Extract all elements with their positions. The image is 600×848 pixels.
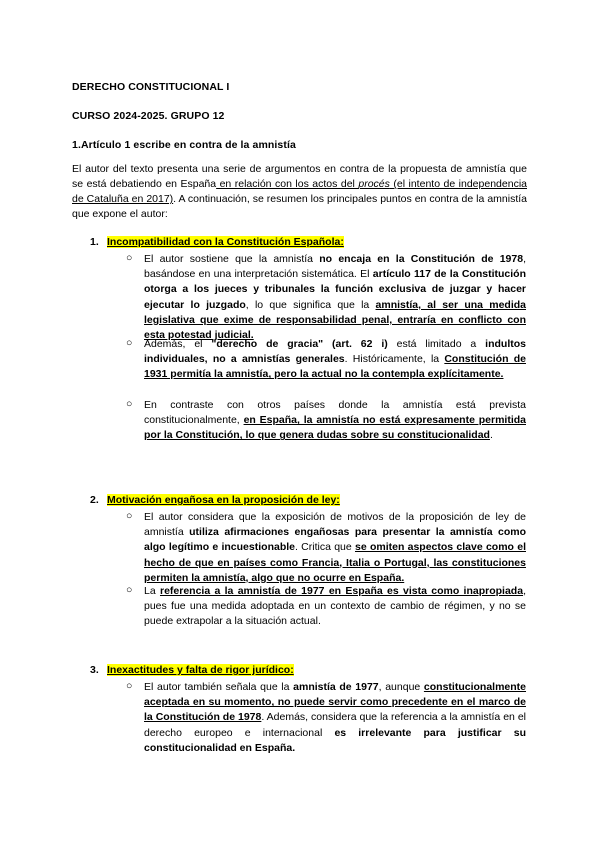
s3-i1-e: . Además, considera que la referencia a la amnistía en el derecho europeo e internacional <box>144 711 527 739</box>
s1-i1-e: , lo que significa que la <box>245 298 376 311</box>
section-3-title: Inexactitudes y falta de rigor jurídico: <box>107 664 294 676</box>
course-year: CURSO 2024-2025. GRUPO 12 <box>72 110 225 122</box>
s2-i1-b: utiliza afirmaciones engañosas para presentar la amnistía como algo legítimo e incuestionable <box>144 526 526 554</box>
s2-i2-b: referencia a la amnistía de 1977 en España es vista como inapropiada <box>159 585 524 597</box>
s1-i2-c: está limitado a <box>387 338 486 350</box>
s2-i1-d: se omiten aspectos clave como el hecho de que en países como Francia, Italia o Portugal, las constituciones permiten la amnistía, algo que no ocurre en España. <box>144 541 526 584</box>
s1-i1-a: El autor sostiene que la amnistía <box>144 253 320 265</box>
section-2-title: Motivación engañosa en la proposición de ley: <box>107 494 340 506</box>
intro-proces-italic: procés <box>358 178 390 190</box>
s2-i2-a: La <box>144 585 160 597</box>
s1-i1-b: no encaja en la Constitución de 1978 <box>319 253 524 265</box>
section-1-title: Incompatibilidad con la Constitución Española: <box>107 236 344 248</box>
s3-i1-b: amnistía de 1977 <box>293 681 379 693</box>
s2-i1-a: El autor considera que la exposición de motivos de la proposición de ley de amnistía <box>144 511 526 539</box>
course-title: DERECHO CONSTITUCIONAL I <box>72 81 230 93</box>
s1-i1-c: , basándose en una interpretación sistemática. El <box>144 253 526 281</box>
section-1-heading <box>90 236 344 248</box>
section-1-number: 1. <box>90 236 99 248</box>
section-1-item-1 <box>144 252 526 343</box>
section-2-number: 2. <box>90 494 99 506</box>
intro-paragraph <box>72 162 527 222</box>
s1-i3-c: . <box>489 429 493 442</box>
intro-underline-1a: en relación con los actos del <box>216 178 359 190</box>
section-2-heading <box>90 494 340 506</box>
document-page: DERECHO CONSTITUCIONAL I CURSO 2024-2025. GRUPO 12 1.Artículo 1 escribe en contra de la amnistía El autor del texto presenta una serie de argumentos en contra de la propuesta de amnistía que se está debatiendo en España en relación con los actos del procés (el intento de independencia de Cataluña en 2017). A continuación, se resumen los principales puntos en contra de la amnistía que expone el autor: 1. Incompatibilidad con la Constitución Española: ○ El autor sostiene que la amnistía no encaja en la Constitución de 1978, basándose en una interpretación sistemática. El artículo 117 de la Constitución otorga a los jueces y tribunales la función exclusiva de juzgar y hacer ejecutar lo juzgado, lo que significa que la amnistía, al ser una medida legislativa que exime de responsabilidad penal, entraría en conflicto con esta potestad judicial. ○ Además, el "derecho de gracia" (art. 62 i) está limitado a indultos individuales, no a amnistías generales. Históricamente, la Constitución de 1931 permitía la amnistía, pero la actual no la contempla explícitamente. ○ En contraste con otros países donde la amnistía está prevista constitucionalmente, en España, la amnistía no está expresamente permitida por la Constitución, lo que genera dudas sobre su constitucionalidad. 2. Motivación engañosa en la proposición de ley: ○ El autor considera que la exposición de motivos de la proposición de ley de amnistía utiliza afirmaciones engañosas para presentar la amnistía como algo legítimo e incuestionable. Critica que se omiten aspectos clave como el hecho de que en países como Francia, Italia o Portugal, las constituciones permiten la amnistía, algo que no ocurre en España. ○ La referencia a la amnistía de 1977 en España es vista como inapropiada, pues fue una medida adoptada en un contexto de cambio de régimen, y no se puede extrapolar a la situación actual. 3. Inexactitudes y falta de rigor jurídico: ○ El autor también señala que la amnistía de 1977, aunque constitucionalmente aceptada en su momento, no puede servir como precedente en el marco de la Constitución de 1978. Además, considera que la referencia a la amnistía en el derecho europeo e internacional es irrelevante para justificar su constitucionalidad en España. <box>0 0 600 848</box>
s1-i2-d: indultos individuales, no a amnistías generales <box>144 338 526 366</box>
s1-i1-d: artículo 117 de la Constitución otorga a los jueces y tribunales la función exclusiva de juzgar y hacer ejecutar lo juzgado <box>144 268 526 311</box>
section-2-item-1 <box>144 510 526 586</box>
s1-i2-a: Además, el <box>144 338 212 350</box>
section-2-item-2 <box>144 584 526 630</box>
s1-i3-b: en España, la amnistía no está expresamente permitida por la Constitución, lo que genera dudas sobre su constitucionalidad <box>144 414 526 442</box>
s1-i2-b: "derecho de gracia" (art. 62 i) <box>211 338 388 350</box>
section-1-item-3 <box>144 398 526 444</box>
section-1-item-2 <box>144 337 526 383</box>
article-title: 1.Artículo 1 escribe en contra de la amnistía <box>72 139 296 151</box>
s2-i2-c: , pues fue una medida adoptada en un contexto de cambio de régimen, y no se puede extrapolar a la situación actual. <box>144 585 526 628</box>
s1-i2-e: . Históricamente, la <box>344 353 445 366</box>
s3-i1-d: constitucionalmente aceptada en su momento, no puede servir como precedente en el marco de la Constitución de 1978 <box>144 681 527 724</box>
s3-i1-c: , aunque <box>378 681 424 693</box>
s1-i3-a: En contraste con otros países donde la amnistía está prevista constitucionalmente, <box>144 399 526 427</box>
s3-i1-f: es irrelevante para justificar su constitucionalidad en España. <box>144 726 526 754</box>
intro-text-2: . A continuación, se resumen los principales puntos en contra de la amnistía que expone el autor: <box>72 193 527 220</box>
s1-i2-f: Constitución de 1931 permitía la amnistía, pero la actual no la contempla explícitamente. <box>144 353 526 381</box>
s3-i1-a: El autor también señala que la <box>144 681 294 693</box>
section-3-item-1 <box>144 680 526 756</box>
s1-i1-f: amnistía, al ser una medida legislativa que exime de responsabilidad penal, entraría en conflicto con esta potestad judicial. <box>144 298 527 342</box>
section-3-heading <box>90 664 294 676</box>
intro-underline-2: (el intento de independencia de Cataluña en 2017) <box>72 178 527 205</box>
section-3-number: 3. <box>90 664 99 676</box>
s2-i1-c: . Critica que <box>295 541 355 554</box>
intro-text-1: El autor del texto presenta una serie de argumentos en contra de la propuesta de amnistía que se está debatiendo en España <box>72 163 527 190</box>
